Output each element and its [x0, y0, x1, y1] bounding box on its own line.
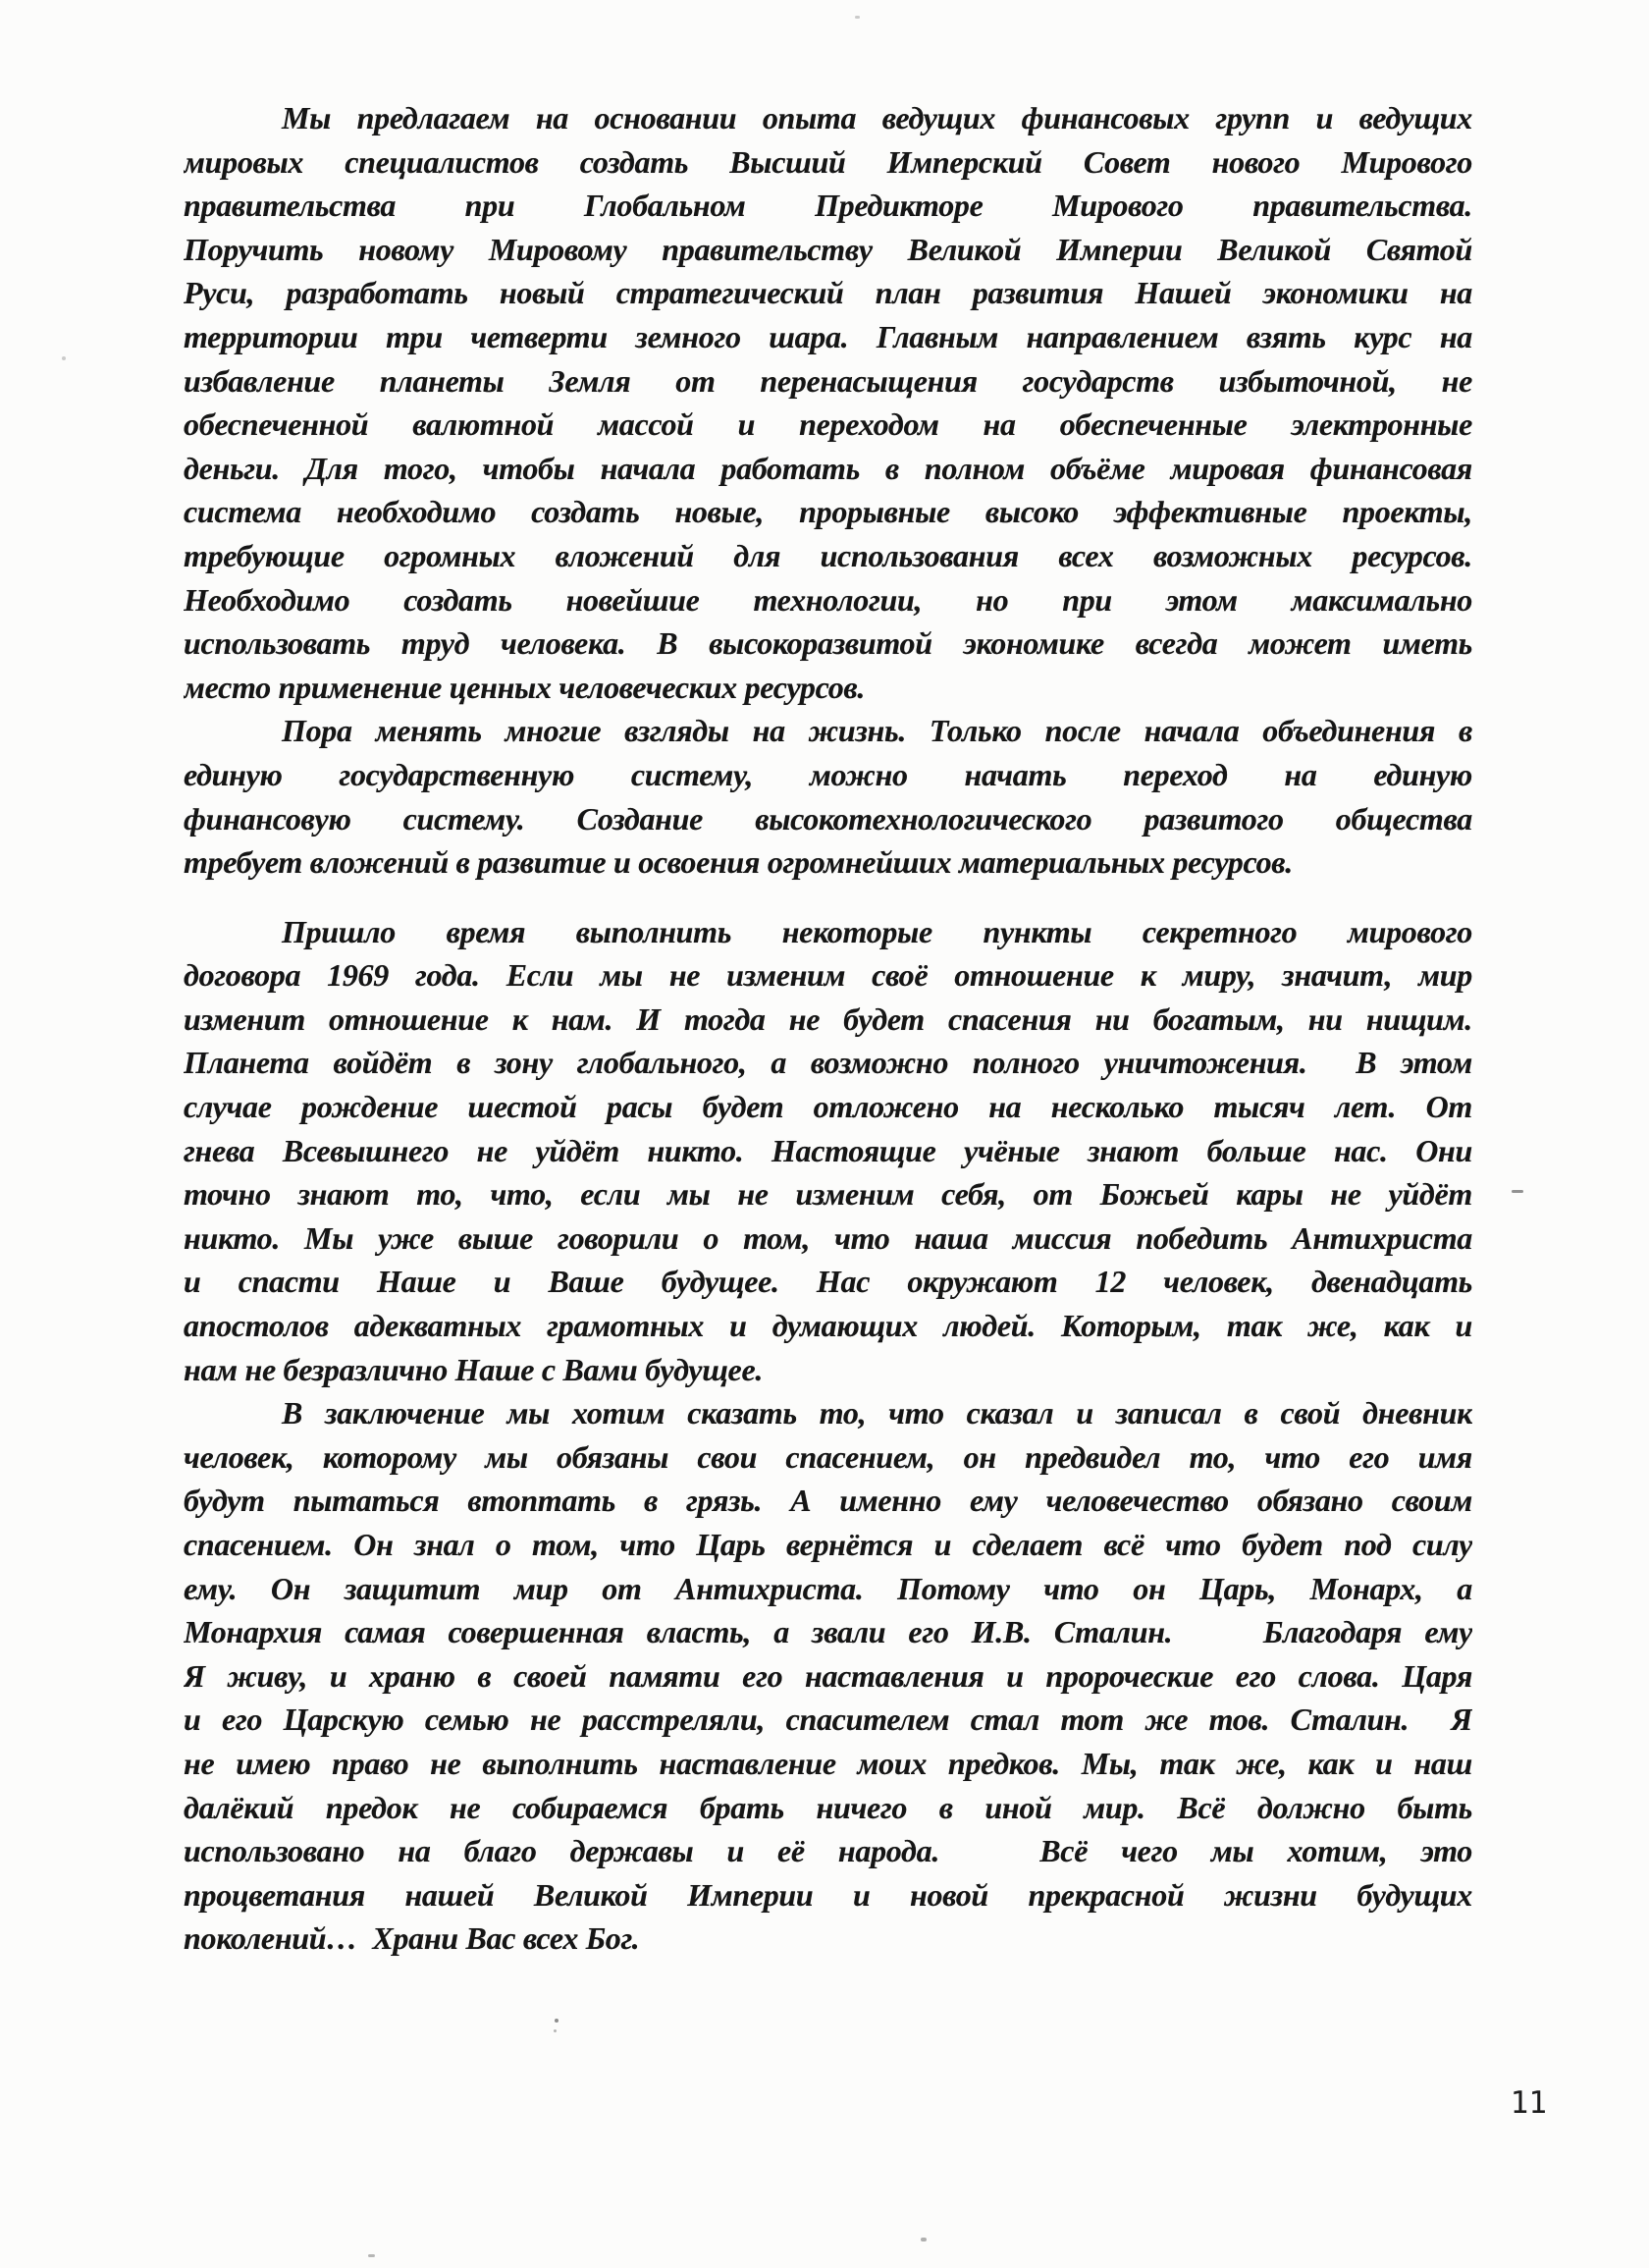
page-number: 11 [1510, 2085, 1547, 2121]
text-line: обеспеченной валютной массой и переходом на обеспеченные электронные [184, 406, 1472, 443]
text-line: территории три четверти земного шара. Главным направлением взять курс на [184, 318, 1472, 354]
text-line: далёкий предок не собираемся брать ничего в иной мир. Всё должно быть [184, 1789, 1472, 1825]
text-line: Я живу, и храню в своей памяти его наставления и пророческие его слова. Царя [184, 1657, 1472, 1694]
text-line: процветания нашей Великой Империи и новой прекрасной жизни будущих [184, 1876, 1472, 1913]
text-line: Планета войдёт в зону глобального, а возможно полного уничтожения. В этом [184, 1045, 1472, 1081]
text-line: ему. Он защитит мир от Антихриста. Потому что он Царь, Монарх, а [184, 1570, 1472, 1606]
scan-artifact [555, 2019, 559, 2023]
text-line: Мы предлагаем на основании опыта ведущих финансовых групп и ведущих [282, 100, 1472, 135]
text-line: поколений… Храни Вас всех Бог. [184, 1920, 640, 1957]
text-line: требующие огромных вложений для использования всех возможных ресурсов. [184, 537, 1472, 573]
text-line: человек, которому мы обязаны свои спасением, он предвидел то, что его имя [184, 1438, 1472, 1475]
scan-artifact [368, 2254, 375, 2257]
text-line: Необходимо создать новейшие технологии, но при этом максимально [184, 581, 1472, 618]
text-line: Пора менять многие взгляды на жизнь. Только после начала объединения в [282, 713, 1472, 749]
scan-artifact [554, 2029, 557, 2032]
text-line: не имею право не выполнить наставление моих предков. Мы, так же, как и наш [184, 1745, 1472, 1781]
text-line: В заключение мы хотим сказать то, что сказал и записал в свой дневник [282, 1395, 1472, 1431]
text-block [184, 96, 1472, 1961]
text-line: точно знают то, что, если мы не изменим себя, от Божьей кары не уйдёт [184, 1176, 1472, 1213]
text-line: требует вложений в развитие и освоения огромнейших материальных ресурсов. [184, 844, 1294, 881]
text-line: будут пытаться втоптать в грязь. А именно ему человечество обязано своим [184, 1483, 1472, 1519]
text-line: и спасти Наше и Ваше будущее. Нас окружают 12 человек, двенадцать [184, 1264, 1472, 1300]
scan-artifact [1512, 1190, 1523, 1193]
text-line: гнева Всевышнего не уйдёт никто. Настоящие учёные знают больше нас. Они [184, 1132, 1472, 1168]
text-line: мировых специалистов создать Высший Имперский Совет нового Мирового [184, 143, 1472, 180]
text-line: никто. Мы уже выше говорили о том, что наша миссия победить Антихриста [184, 1219, 1472, 1256]
text-line: договора 1969 года. Если мы не изменим своё отношение к миру, значит, мир [184, 957, 1472, 994]
text-line: использовано на благо державы и её народа. Всё чего мы хотим, это [184, 1833, 1472, 1869]
paragraph [184, 910, 1472, 1392]
paragraph [184, 709, 1472, 884]
scan-artifact [62, 356, 66, 360]
paragraph [184, 96, 1472, 709]
text-line: нам не безразлично Наше с Вами будущее. [184, 1351, 764, 1387]
scan-artifact [855, 16, 860, 19]
scan-artifact [921, 2238, 927, 2241]
text-line: Поручить новому Мировому правительству Великой Империи Великой Святой [184, 231, 1472, 267]
text-line: спасением. Он знал о том, что Царь вернётся и сделает всё что будет под силу [184, 1527, 1472, 1562]
text-line: единую государственную систему, можно начать переход на единую [184, 756, 1472, 792]
text-line: Пришло время выполнить некоторые пункты секретного мирового [282, 913, 1472, 949]
paragraph [184, 1391, 1472, 1961]
text-line: изменит отношение к нам. И тогда не будет спасения ни богатым, ни нищим. [184, 1000, 1472, 1037]
text-line: финансовую систему. Создание высокотехнологического развитого общества [184, 800, 1472, 837]
text-line: избавление планеты Земля от перенасыщения государств избыточной, не [184, 362, 1472, 399]
text-line: и его Царскую семью не расстреляли, спасителем стал тот же тов. Сталин. Я [184, 1701, 1472, 1738]
text-line: Монархия самая совершенная власть, а звали его И.В. Сталин. Благодаря ему [184, 1614, 1472, 1650]
text-line: место применение ценных человеческих ресурсов. [184, 669, 866, 705]
text-line: использовать труд человека. В высокоразвитой экономике всегда может иметь [184, 625, 1472, 662]
text-line: случае рождение шестой расы будет отложено на несколько тысяч лет. От [184, 1089, 1472, 1125]
text-line: апостолов адекватных грамотных и думающих людей. Которым, так же, как и [184, 1308, 1472, 1344]
text-line: правительства при Глобальном Предикторе Мирового правительства. [184, 188, 1472, 224]
text-line: система необходимо создать новые, прорывные высоко эффективные проекты, [184, 494, 1472, 530]
text-line: Руси, разработать новый стратегический план развития Нашей экономики на [184, 275, 1472, 311]
text-line: деньги. Для того, чтобы начала работать в полном объёме мировая финансовая [184, 450, 1472, 486]
